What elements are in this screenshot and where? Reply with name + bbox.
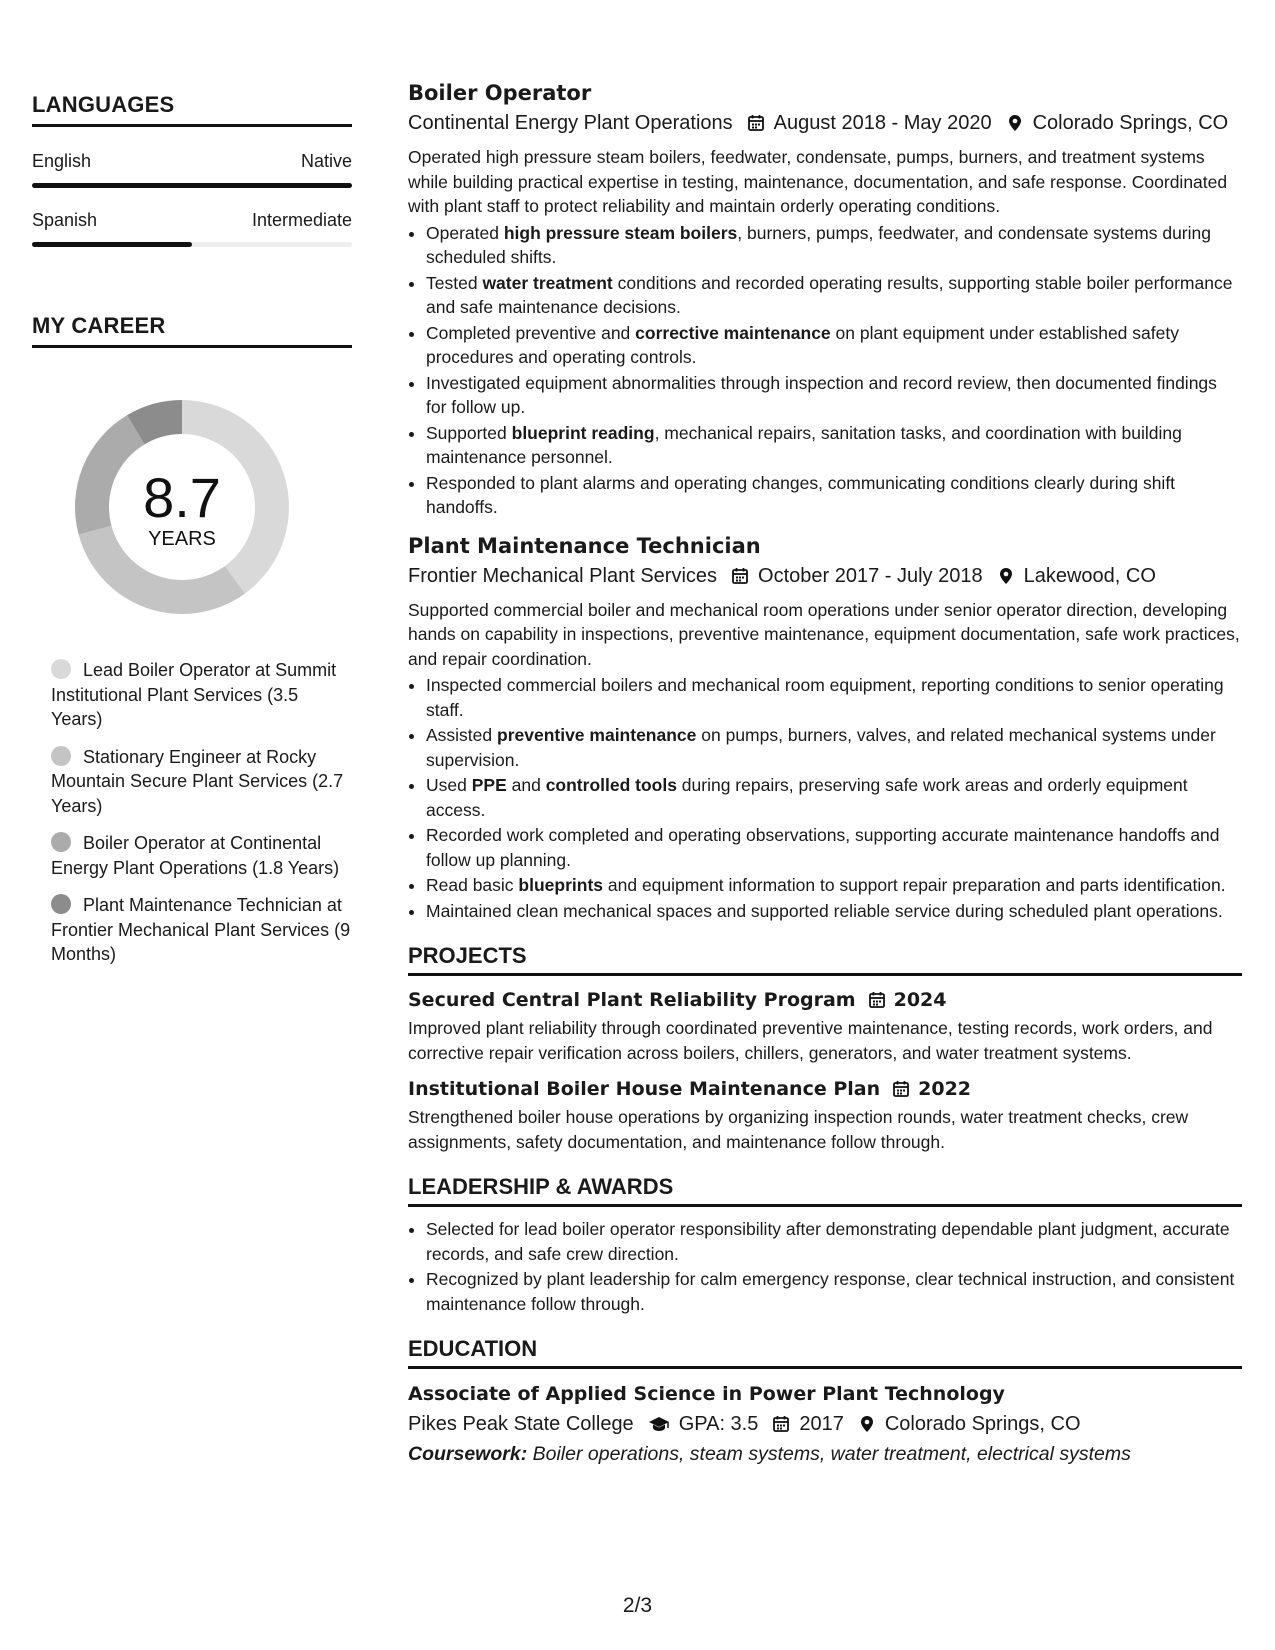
coursework-label: Coursework: xyxy=(408,1443,528,1465)
location-pin-icon xyxy=(1006,114,1024,132)
page-number: 2/3 xyxy=(622,1594,653,1617)
job-bullet xyxy=(426,371,1242,420)
donut-center xyxy=(67,392,297,622)
languages-heading: LANGUAGES xyxy=(32,92,352,127)
projects-heading: PROJECTS xyxy=(408,943,1242,976)
job-summary: Operated high pressure steam boilers, feedwater, condensate, pumps, burners, and treatment systems while building practical expertise in testing, maintenance, documentation, and safe response. Coordinated with plant staff to protect reliability and maintain orderly operating conditions. xyxy=(408,147,1228,216)
career-heading: MY CAREER xyxy=(32,313,352,348)
career-legend-item xyxy=(51,831,352,880)
education-gpa: GPA: 3.5 xyxy=(678,1413,759,1435)
awards-heading: LEADERSHIP & AWARDS xyxy=(408,1174,1242,1207)
legend-dot xyxy=(51,832,71,852)
education-meta xyxy=(408,1409,1242,1439)
job-company: Frontier Mechanical Plant Services xyxy=(408,564,718,587)
job-location: Colorado Springs, CO xyxy=(1032,112,1229,134)
bullet-keyword: water treatment xyxy=(482,272,613,293)
project-title: Secured Central Plant Reliability Program xyxy=(408,989,856,1011)
main-content xyxy=(408,78,1242,1469)
education-degree: Associate of Applied Science in Power Plant Technology xyxy=(408,1383,1005,1405)
experience-entry xyxy=(408,531,1242,924)
job-bullet xyxy=(426,221,1242,270)
job-bullets xyxy=(408,673,1242,923)
bullet-text: Recorded work completed and operating observations, supporting accurate maintenance handoffs and follow up planning. xyxy=(426,825,1220,870)
graduation-cap-icon xyxy=(648,1415,670,1433)
bullet-text: Inspected commercial boilers and mechanical room equipment, reporting conditions to senior operating staff. xyxy=(426,675,1224,720)
bullet-text: Investigated equipment abnormalities through inspection and record review, then documented findings for follow up. xyxy=(426,372,1217,417)
education-coursework xyxy=(408,1439,1242,1469)
bullet-keyword: corrective maintenance xyxy=(635,322,831,343)
bullet-keyword: controlled tools xyxy=(545,775,677,795)
job-title: Boiler Operator xyxy=(408,81,592,105)
career-legend-label: Lead Boiler Operator at Summit Institutional Plant Services (3.5 Years) xyxy=(51,660,337,729)
career-donut-chart xyxy=(67,392,297,622)
education-heading: EDUCATION xyxy=(408,1336,1242,1369)
language-bar-fill xyxy=(32,242,192,247)
job-meta xyxy=(408,108,1242,138)
language-bar-fill xyxy=(32,183,352,188)
job-bullet xyxy=(426,899,1242,924)
bullet-text: , mechanical repairs, sanitation tasks, and coordination with building maintenance personnel. xyxy=(426,422,1182,467)
career-legend-item xyxy=(51,658,352,732)
project-year: 2022 xyxy=(918,1078,972,1100)
job-bullet xyxy=(426,321,1242,370)
coursework-text: Boiler operations, steam systems, water treatment, electrical systems xyxy=(532,1443,1131,1465)
job-bullets xyxy=(408,221,1242,520)
bullet-keyword: PPE xyxy=(471,775,507,795)
career-legend-label: Stationary Engineer at Rocky Mountain Secure Plant Services (2.7 Years) xyxy=(51,746,344,816)
career-legend-item xyxy=(51,893,352,967)
project-entry xyxy=(408,1075,1242,1154)
bullet-text: on pumps, burners, valves, and related mechanical systems under supervision. xyxy=(426,725,1216,770)
job-bullet xyxy=(426,723,1242,772)
bullet-text: on plant equipment under established safety procedures and operating controls. xyxy=(426,322,1179,367)
job-summary: Supported commercial boiler and mechanical room operations under senior operator direction, developing hands on capability in inspections, preventive maintenance, equipment documentation, safe work practices, and repair coordination. xyxy=(408,599,1240,669)
career-total-unit: YEARS xyxy=(148,528,216,550)
career-legend-item xyxy=(51,745,352,819)
project-year: 2024 xyxy=(893,989,947,1011)
job-bullet xyxy=(426,823,1242,872)
location-pin-icon xyxy=(997,567,1015,585)
project-title-row xyxy=(408,986,1242,1014)
bullet-text: Tested xyxy=(426,272,483,293)
job-bullet xyxy=(426,271,1242,320)
bullet-text: and xyxy=(506,775,546,795)
project-description: Improved plant reliability through coordinated preventive maintenance, testing records, work orders, and corrective repair verification across boilers, chillers, generators, and water treatment systems. xyxy=(408,1018,1213,1063)
education-year: 2017 xyxy=(799,1413,844,1435)
career-legend-label: Boiler Operator at Continental Energy Plant Operations (1.8 Years) xyxy=(51,833,340,878)
project-title: Institutional Boiler House Maintenance Plan xyxy=(408,1078,881,1100)
bullet-text: , burners, pumps, feedwater, and condensate systems during scheduled shifts. xyxy=(426,222,1211,267)
job-bullet xyxy=(426,471,1242,520)
job-company: Continental Energy Plant Operations xyxy=(408,112,733,134)
career-legend-label: Plant Maintenance Technician at Frontier Mechanical Plant Services (9 Months) xyxy=(51,895,351,964)
job-meta xyxy=(408,561,1242,591)
language-bar-english xyxy=(32,183,352,188)
job-bullet xyxy=(426,673,1242,722)
language-bar-spanish xyxy=(32,242,352,247)
language-name: Spanish xyxy=(32,210,98,230)
calendar-icon xyxy=(868,991,886,1009)
job-title: Plant Maintenance Technician xyxy=(408,533,761,558)
bullet-text: Operated xyxy=(426,222,504,243)
project-entry xyxy=(408,986,1242,1065)
job-location: Lakewood, CO xyxy=(1023,564,1156,587)
project-title-row xyxy=(408,1075,1242,1103)
job-dates: October 2017 - July 2018 xyxy=(758,564,983,587)
language-name: English xyxy=(32,151,92,171)
award-item: • Selected for lead boiler operator responsibility after demonstrating dependable plant judgment, accurate records, and safe crew direction. xyxy=(426,1217,1242,1266)
language-row-spanish xyxy=(32,210,352,231)
calendar-icon xyxy=(747,114,765,132)
bullet-text: Read basic xyxy=(426,875,519,895)
bullet-keyword: preventive maintenance xyxy=(497,725,697,745)
experience-entry xyxy=(408,78,1242,520)
job-dates: August 2018 - May 2020 xyxy=(773,112,992,134)
legend-dot xyxy=(51,894,71,914)
bullet-text: Completed preventive and xyxy=(426,322,636,343)
bullet-keyword: high pressure steam boilers xyxy=(503,222,738,243)
language-row-english xyxy=(32,151,352,172)
career-total-value: 8.7 xyxy=(143,466,221,529)
calendar-icon xyxy=(731,567,749,585)
bullet-text: Supported xyxy=(426,422,512,443)
location-pin-icon xyxy=(858,1415,876,1433)
job-bullet xyxy=(426,421,1242,470)
bullet-keyword: blueprint reading xyxy=(511,422,655,443)
bullet-text: Maintained clean mechanical spaces and supported reliable service during scheduled plant operations. xyxy=(426,900,1223,921)
bullet-text: and equipment information to support repair preparation and parts identification. xyxy=(603,875,1226,895)
awards-list xyxy=(408,1217,1242,1316)
language-level: Native xyxy=(300,151,352,171)
education-location: Colorado Springs, CO xyxy=(884,1413,1081,1435)
bullet-text: conditions and recorded operating results, supporting stable boiler performance and safe maintenance decisions. xyxy=(426,272,1233,317)
career-legend xyxy=(32,658,352,967)
bullet-text: Used xyxy=(426,775,472,795)
bullet-text: Responded to plant alarms and operating changes, communicating conditions clearly during shift handoffs. xyxy=(426,472,1176,517)
calendar-icon xyxy=(772,1415,790,1433)
sidebar xyxy=(32,92,352,980)
education-school: Pikes Peak State College xyxy=(408,1413,634,1435)
bullet-text: Assisted xyxy=(426,725,497,745)
bullet-keyword: blueprints xyxy=(518,875,604,895)
project-description: Strengthened boiler house operations by organizing inspection rounds, water treatment checks, crew assignments, safety documentation, and maintenance follow through. xyxy=(408,1107,1189,1152)
language-level: Intermediate xyxy=(251,210,352,230)
legend-dot xyxy=(51,659,71,679)
calendar-icon xyxy=(892,1080,910,1098)
legend-dot xyxy=(51,746,71,766)
award-item: • Recognized by plant leadership for calm emergency response, clear technical instruction, and consistent maintenance follow through. xyxy=(426,1267,1242,1316)
bullet-text: during repairs, preserving safe work areas and orderly equipment access. xyxy=(426,775,1188,820)
job-bullet xyxy=(426,873,1242,898)
job-bullet xyxy=(426,773,1242,822)
